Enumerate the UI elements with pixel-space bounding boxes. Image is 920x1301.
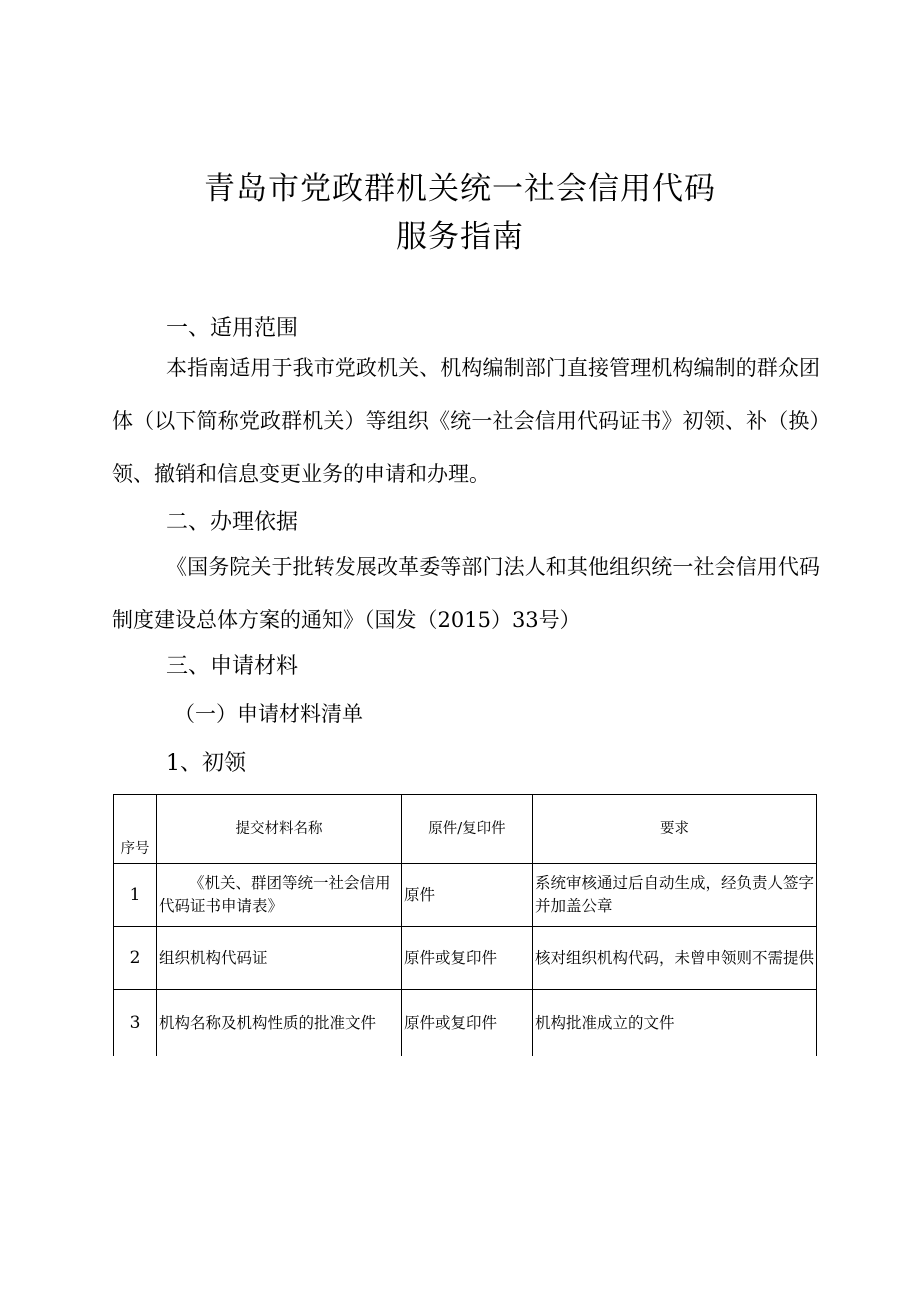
- header-type: 原件/复印件: [402, 795, 533, 864]
- section-body-basis: 《国务院关于批转发展改革委等部门法人和其他组织统一社会信用代码制度建设总体方案的通知》（国发（2015）33号）: [112, 555, 820, 632]
- row-requirement: 系统审核通过后自动生成，经负责人签字并加盖公章: [533, 864, 817, 927]
- subheading-material-list: （一）申请材料清单: [174, 702, 363, 726]
- header-no: 序号: [114, 795, 157, 864]
- materials-table: [113, 794, 817, 1056]
- row-name: 《机关、群团等统一社会信用代码证书申请表》: [157, 864, 402, 927]
- row-no: 1: [114, 864, 157, 927]
- row-name: 机构名称及机构性质的批准文件: [157, 990, 402, 1057]
- table-row: [114, 864, 817, 927]
- document-title-line1: 青岛市党政群机关统一社会信用代码: [204, 171, 716, 207]
- section-heading-scope: 一、适用范围: [166, 316, 299, 341]
- row-type: 原件: [402, 864, 533, 927]
- item-heading-first-issue: 1、初领: [166, 751, 246, 776]
- row-no: 3: [114, 990, 157, 1057]
- section-body-scope: 本指南适用于我市党政机关、机构编制部门直接管理机构编制的群众团体（以下简称党政群机关）等组织《统一社会信用代码证书》初领、补（换）领、撤销和信息变更业务的申请和办理。: [112, 356, 820, 486]
- row-requirement: 核对组织机构代码，未曾申领则不需提供: [533, 927, 817, 990]
- row-name: 组织机构代码证: [157, 927, 402, 990]
- row-requirement: 机构批准成立的文件: [533, 990, 817, 1057]
- row-type: 原件或复印件: [402, 990, 533, 1057]
- section-heading-materials: 三、申请材料: [166, 654, 299, 679]
- row-type: 原件或复印件: [402, 927, 533, 990]
- table-row: [114, 927, 817, 990]
- header-name: 提交材料名称: [157, 795, 402, 864]
- header-requirement: 要求: [533, 795, 817, 864]
- section-heading-basis: 二、办理依据: [166, 510, 299, 535]
- row-no: 2: [114, 927, 157, 990]
- document-title-line2: 服务指南: [396, 219, 524, 255]
- table-header-row: [114, 795, 817, 864]
- table-row: [114, 990, 817, 1057]
